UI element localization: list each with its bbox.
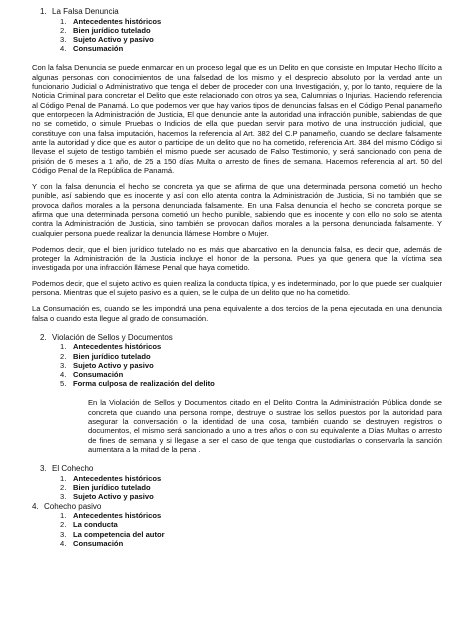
section-heading-cohecho-pasivo <box>32 502 442 512</box>
outline-item <box>43 511 442 520</box>
body-paragraph: Podemos decir, que el bien jurídico tutelado no es más que abarcativo en la denuncia falsa, es decir que, además de proteger la Administración de la Justicia incluye el honor de la persona. Pues ya que genera que la víctima sea investigada por una infracción llámese Penal que haya cometido. <box>32 244 442 273</box>
section-heading-violacion-sellos <box>32 333 442 343</box>
outline-number: 3. <box>60 492 67 502</box>
outline-number: 2. <box>60 520 67 530</box>
section-number: 2. <box>40 332 47 342</box>
section-number: 1. <box>40 7 47 16</box>
outline-item <box>43 539 442 548</box>
outline-number: 2. <box>60 483 67 493</box>
outline-number: 1. <box>60 16 67 26</box>
outline-text: Bien jurídico tutelado <box>73 25 151 35</box>
section-heading-falsa-denuncia <box>32 7 442 17</box>
outline-text: Antecedentes históricos <box>73 511 162 521</box>
outline-item <box>43 361 442 370</box>
outline-text: Bien jurídico tutelado <box>73 483 151 493</box>
outline-number: 4. <box>60 370 67 380</box>
section-number: 4. <box>32 501 39 511</box>
outline-item <box>43 483 442 492</box>
outline-text: La conducta <box>73 520 118 530</box>
section-title: Violación de Sellos y Documentos <box>52 332 173 342</box>
outline-item <box>43 35 442 44</box>
outline-item <box>43 342 442 351</box>
outline-text: Consumación <box>73 44 124 54</box>
outline-item <box>43 352 442 361</box>
outline-item <box>43 26 442 35</box>
outline-number: 5. <box>60 379 67 389</box>
outline-item <box>43 370 442 379</box>
outline-text: Antecedentes históricos <box>73 473 162 483</box>
body-paragraph: Podemos decir, que el sujeto activo es quien realiza la conducta típica, y es indeterminado, por lo que puede ser cualquier persona. Mientras que el sujeto pasivo es a quien, se le culpa de un delito que no ha cometido. <box>32 279 442 298</box>
outline-number: 1. <box>60 342 67 352</box>
outline-text: Forma culposa de realización del delito <box>73 379 215 389</box>
outline-item <box>43 17 442 26</box>
outline-text: Sujeto Activo y pasivo <box>73 492 154 502</box>
body-paragraph: La Consumación es, cuando se les impondrá una pena equivalente a dos tercios de la pena ejecutada en una denuncia falsa o cuando esta llegue al grado de consumación. <box>32 304 442 323</box>
outline-number: 3. <box>60 34 67 44</box>
outline-item <box>43 530 442 539</box>
section-title: El Cohecho <box>52 464 94 474</box>
section-number: 3. <box>40 464 47 474</box>
outline-number: 2. <box>60 351 67 361</box>
outline-text: La competencia del autor <box>73 529 165 539</box>
outline-number: 1. <box>60 511 67 521</box>
body-paragraph: Y con la falsa denuncia el hecho se concreta ya que se afirma de que una determinada persona cometió un hecho punible, así sabiendo que es inocente y así con ello atenta contra la Administración de Justicia, Si no también que se provoca daños morales a la persona denunciada falsamente. En una Falsa denuncia el hecho se concreta porque se afirma que una determinada persona cometió un hecho punible, sabiendo que es inocente y con ello no solo se atenta contra la Administración de Justicia, sino también se provocan daños morales a la persona denunciada falsamente. Y cualquier persona puede realizar la denuncia llámese Hombre o Mujer. <box>32 181 442 238</box>
outline-number: 4. <box>60 538 67 548</box>
outline-item <box>43 44 442 53</box>
outline-number: 3. <box>60 529 67 539</box>
outline-item <box>43 379 442 388</box>
section-2-outline <box>32 342 442 388</box>
section-title: Cohecho pasivo <box>44 501 102 511</box>
body-paragraph: En la Violación de Sellos y Documentos citado en el Delito Contra la Administración Pública donde se concreta que cuando una persona rompe, destruye o sustrae los sellos puestos por la autoridad para asegurar la conversación o la identidad de una cosa, también cuando se destruyen registros o documentos, el mismo será sancionado a uno a tres años o con su equivalente a Días Multas o arresto de fines de semana y si llegase a ser el caso de que tenga que custodiarlas o conservarla la sanción aumentara a la mitad de la pena . <box>88 398 442 455</box>
section-heading-cohecho <box>32 464 442 474</box>
outline-number: 2. <box>60 25 67 35</box>
outline-item <box>43 492 442 501</box>
outline-text: Antecedentes históricos <box>73 342 162 352</box>
outline-item <box>43 520 442 529</box>
outline-text: Consumación <box>73 370 124 380</box>
outline-text: Consumación <box>73 538 124 548</box>
outline-text: Bien jurídico tutelado <box>73 351 151 361</box>
outline-text: Sujeto Activo y pasivo <box>73 34 154 44</box>
outline-text: Antecedentes históricos <box>73 16 162 26</box>
section-4-outline <box>32 511 442 548</box>
outline-number: 4. <box>60 44 67 54</box>
outline-number: 3. <box>60 360 67 370</box>
outline-number: 1. <box>60 473 67 483</box>
outline-text: Sujeto Activo y pasivo <box>73 360 154 370</box>
section-1-outline <box>32 17 442 54</box>
outline-item <box>43 474 442 483</box>
section-3-outline <box>32 474 442 502</box>
section-title: La Falsa Denuncia <box>52 7 119 16</box>
body-paragraph: Con la falsa Denuncia se puede enmarcar en un proceso legal que es un Delito en que consiste en Imputar Hecho Ilícito a algunas personas con conocimientos de una falsedad de los mismo y el desprecio absoluto por la verdad ante un funcionario Judicial o Administrativo que tenga el deber de proceder con una Investigación, y, por lo tanto, requiere de la Noticia Criminal para concretar el Delito que este relacionado con otros ya sea, Calumnias o Injurias. Haciendo referencia al Código Penal de Panamá. Lo que podemos ver que hay varios tipos de denuncias falsas en el Código Penal panameño que entorpecen la Administración de Justicia, El que denuncie ante la autoridad una infracción punible, sabiendas de que no se cometido, o simule Pruebas o Indicios de ella que puedan servir para motivo de una instrucción judicial, que constituye con una falsa imputación, hacemos la referencia al Art. 382 del C.P panameño, cuando se declare falsamente ante la autoridad y dice que es autor o participe de un delito que no ha cometido, referencia Art. 384 del mismo Código si llevase el sujeto de testigo también el mismo puede ser acusado de Falso Testimonio, y será sancionado con pena de prisión de 6 meses a 1 año, de 25 a 150 días Multa o arresto de fines de semana. Hacemos referencia al art. 50 del Código Penal de la República de Panamá. <box>32 63 442 176</box>
